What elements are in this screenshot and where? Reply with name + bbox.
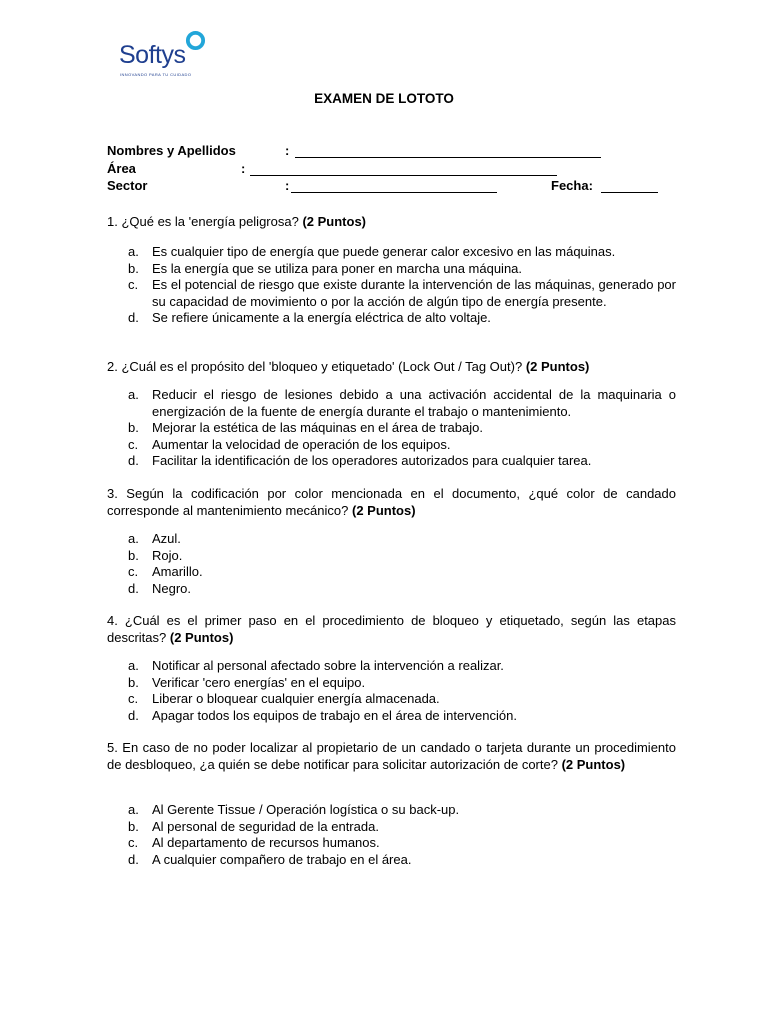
option-text: Facilitar la identificación de los operadores autorizados para cualquier tarea. bbox=[152, 453, 592, 468]
option-letter: b. bbox=[128, 674, 139, 690]
option-5b bbox=[128, 819, 676, 836]
option-text: Aumentar la velocidad de operación de los equipos. bbox=[152, 436, 451, 452]
date-label: Fecha: bbox=[551, 178, 593, 193]
option-4a bbox=[128, 658, 676, 675]
option-letter: d. bbox=[128, 453, 139, 468]
option-letter: a. bbox=[128, 244, 139, 259]
question-2-points: (2 Puntos) bbox=[525, 359, 590, 374]
question-3-text: 3. Según la codificación por color mencionada en el documento, ¿qué color de candado corresponde al mantenimiento mecánico? bbox=[107, 486, 676, 518]
logo-ring-icon bbox=[185, 30, 206, 51]
option-letter: c. bbox=[128, 277, 139, 292]
option-1d bbox=[128, 310, 676, 327]
option-text: Negro. bbox=[152, 580, 192, 596]
name-colon: : bbox=[285, 143, 290, 158]
question-4 bbox=[107, 613, 676, 646]
option-letter: b. bbox=[128, 420, 139, 435]
option-text: Es el potencial de riesgo que existe durante la intervención de las máquinas, generado por su capacidad de movimiento o por la acción de algún tipo de energía presente. bbox=[152, 277, 676, 309]
option-5a bbox=[128, 802, 676, 819]
option-2b bbox=[128, 420, 676, 437]
option-letter: c. bbox=[128, 691, 139, 706]
question-2-text: 2. ¿Cuál es el propósito del 'bloqueo y etiquetado' (Lock Out / Tag Out)? bbox=[107, 359, 523, 374]
option-4d bbox=[128, 708, 676, 725]
option-text: Liberar o bloquear cualquier energía almacenada. bbox=[152, 691, 440, 706]
option-1a bbox=[128, 244, 676, 261]
question-4-points: (2 Puntos) bbox=[169, 629, 234, 645]
name-label: Nombres y Apellidos bbox=[107, 143, 236, 158]
option-letter: d. bbox=[128, 310, 139, 325]
option-text: Apagar todos los equipos de trabajo en el área de intervención. bbox=[152, 707, 517, 723]
option-text: Verificar 'cero energías' en el equipo. bbox=[152, 674, 366, 690]
option-4c bbox=[128, 691, 676, 708]
question-5-text: 5. En caso de no poder localizar al propietario de un candado o tarjeta durante un procedimiento de desbloqueo, ¿a quién se debe notificar para solicitar autorización de corte? bbox=[107, 740, 676, 772]
option-text: A cualquier compañero de trabajo en el área. bbox=[152, 851, 412, 867]
option-5c bbox=[128, 835, 676, 852]
option-2c bbox=[128, 437, 676, 454]
option-text: Al Gerente Tissue / Operación logística o su back-up. bbox=[152, 802, 460, 817]
question-2 bbox=[107, 359, 676, 376]
option-letter: a. bbox=[128, 802, 139, 817]
option-letter: c. bbox=[128, 564, 139, 579]
option-text: Es cualquier tipo de energía que puede generar calor excesivo en las máquinas. bbox=[152, 244, 616, 259]
softys-logo bbox=[119, 30, 229, 78]
option-3b bbox=[128, 548, 676, 565]
question-3-points: (2 Puntos) bbox=[351, 502, 416, 518]
date-field[interactable] bbox=[551, 178, 661, 196]
question-5-options bbox=[128, 802, 676, 868]
option-text: Mejorar la estética de las máquinas en el área de trabajo. bbox=[152, 420, 483, 435]
option-letter: a. bbox=[128, 387, 139, 402]
option-4b bbox=[128, 675, 676, 692]
option-3a bbox=[128, 531, 676, 548]
option-letter: d. bbox=[128, 707, 139, 723]
brand-name: Softys bbox=[119, 41, 186, 69]
option-text: Amarillo. bbox=[152, 564, 203, 579]
question-5-points: (2 Puntos) bbox=[561, 756, 626, 772]
option-letter: a. bbox=[128, 658, 139, 673]
sector-label: Sector bbox=[107, 178, 148, 193]
option-letter: b. bbox=[128, 818, 139, 834]
option-1b bbox=[128, 261, 676, 278]
exam-title: EXAMEN DE LOTOTO bbox=[314, 91, 454, 106]
option-text: Al personal de seguridad de la entrada. bbox=[152, 818, 379, 834]
option-2d bbox=[128, 453, 676, 470]
option-text: Se refiere únicamente a la energía eléctrica de alto voltaje. bbox=[152, 310, 491, 325]
option-text: Rojo. bbox=[152, 547, 183, 563]
option-2a bbox=[128, 387, 676, 420]
option-letter: a. bbox=[128, 531, 139, 546]
area-field[interactable] bbox=[107, 161, 607, 179]
name-field[interactable] bbox=[107, 143, 607, 161]
area-label: Área bbox=[107, 161, 136, 176]
option-text: Notificar al personal afectado sobre la intervención a realizar. bbox=[152, 658, 504, 673]
option-letter: c. bbox=[128, 436, 139, 452]
question-4-options bbox=[128, 658, 676, 724]
question-1-points: (2 Puntos) bbox=[302, 214, 367, 229]
question-3-options bbox=[128, 531, 676, 597]
option-3c bbox=[128, 564, 676, 581]
option-3d bbox=[128, 581, 676, 598]
sector-blank-line bbox=[291, 192, 497, 193]
option-text: Reducir el riesgo de lesiones debido a una activación accidental de la maquinaria o energización de la fuente de energía durante el trabajo o mantenimiento. bbox=[152, 387, 676, 419]
question-4-text: 4. ¿Cuál es el primer paso en el procedimiento de bloqueo y etiquetado, según las etapas descritas? bbox=[107, 613, 676, 645]
question-1-text: 1. ¿Qué es la 'energía peligrosa? bbox=[107, 214, 299, 229]
option-letter: d. bbox=[128, 851, 139, 867]
option-1c bbox=[128, 277, 676, 310]
option-letter: d. bbox=[128, 580, 139, 596]
option-5d bbox=[128, 852, 676, 869]
option-text: Al departamento de recursos humanos. bbox=[152, 835, 380, 850]
name-blank-line bbox=[295, 157, 601, 158]
option-letter: c. bbox=[128, 835, 139, 850]
sector-field[interactable] bbox=[107, 178, 507, 196]
area-colon: : bbox=[241, 161, 246, 176]
question-2-options bbox=[128, 387, 676, 470]
option-text: Es la energía que se utiliza para poner en marcha una máquina. bbox=[152, 260, 523, 276]
area-blank-line bbox=[250, 175, 557, 176]
sector-colon: : bbox=[285, 178, 290, 193]
brand-tagline: INNOVANDO PARA TU CUIDADO bbox=[120, 72, 192, 77]
option-letter: b. bbox=[128, 260, 139, 276]
option-text: Azul. bbox=[152, 531, 181, 546]
option-letter: b. bbox=[128, 547, 139, 563]
question-3 bbox=[107, 486, 676, 519]
date-blank-line bbox=[601, 192, 658, 193]
question-5 bbox=[107, 740, 676, 773]
question-1-options bbox=[128, 244, 676, 327]
question-1 bbox=[107, 214, 676, 231]
